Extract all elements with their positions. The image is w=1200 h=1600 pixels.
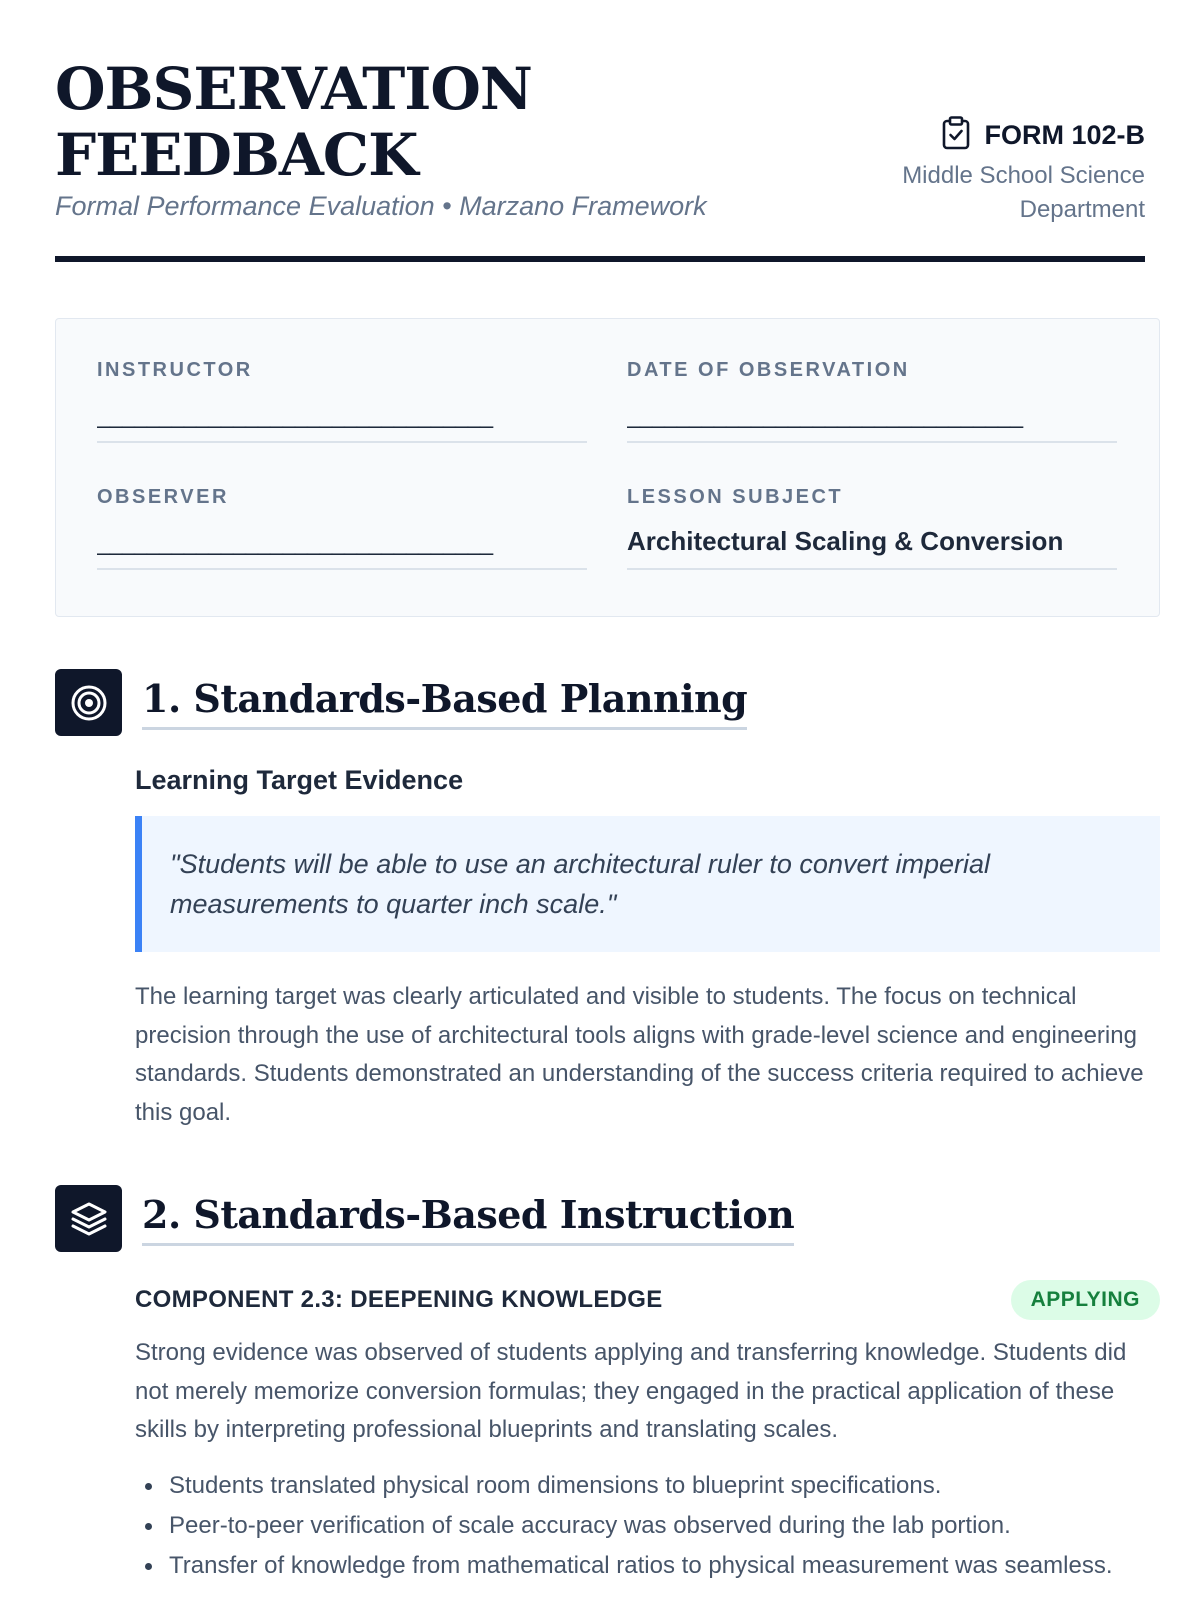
form-header — [55, 0, 1145, 265]
section-1-title: 1. Standards-Based Planning — [142, 676, 747, 730]
title-line-2: FEEDBACK — [55, 121, 418, 189]
subject-value: Architectural Scaling & Conversion — [627, 526, 1117, 570]
date-field[interactable] — [627, 359, 1117, 429]
department-line-1: Middle School Science — [902, 162, 1145, 189]
instructor-value[interactable]: ________________________________ — [97, 399, 587, 443]
section-2-content — [135, 1280, 1160, 1586]
list-item: Transfer of knowledge from mathematical ratios to physical measurement was seamless. — [135, 1546, 1160, 1586]
form-id-row — [902, 115, 1145, 155]
header-rule — [55, 256, 1145, 262]
layers-icon — [55, 1185, 122, 1252]
learning-target-quote: "Students will be able to use an architectural ruler to convert imperial measurements to quarter inch scale." — [135, 816, 1160, 952]
lesson-info-box — [55, 318, 1160, 617]
list-item: Peer-to-peer verification of scale accuracy was observed during the lab portion. — [135, 1506, 1160, 1546]
section-1-header — [55, 669, 747, 736]
observer-label: OBSERVER — [97, 486, 229, 508]
section-1-body: The learning target was clearly articulated and visible to students. The focus on technical precision through the use of architectural tools aligns with grade-level science and engineering standards. Students demonstrated an understanding of the success criteria required to achieve this goal. — [135, 983, 1144, 1126]
date-value[interactable]: ________________________________ — [627, 399, 1117, 443]
evidence-list — [135, 1466, 1160, 1586]
form-subtitle: Formal Performance Evaluation • Marzano Framework — [55, 191, 707, 221]
section-2-header — [55, 1185, 794, 1252]
subject-label: LESSON SUBJECT — [627, 486, 844, 508]
date-label: DATE OF OBSERVATION — [627, 359, 910, 381]
list-item: Students translated physical room dimensions to blueprint specifications. — [135, 1466, 1160, 1506]
section-1-content — [135, 765, 1160, 1132]
section-2-body: Strong evidence was observed of students applying and transferring knowledge. Students did not merely memorize conversion formulas; they engaged in the practical application of these skills by interpreting professional blueprints and translating scales. — [135, 1339, 1127, 1443]
status-badge: APPLYING — [1011, 1280, 1160, 1320]
clipboard-check-icon — [942, 116, 970, 155]
observer-value[interactable]: ________________________________ — [97, 526, 587, 570]
observer-field[interactable] — [97, 486, 587, 556]
department — [902, 159, 1145, 227]
title-line-1: OBSERVATION — [55, 55, 532, 123]
instructor-field[interactable] — [97, 359, 587, 429]
form-id: FORM 102-B — [984, 119, 1145, 150]
learning-target-heading: Learning Target Evidence — [135, 765, 464, 795]
component-row — [135, 1280, 1160, 1320]
form-title — [55, 56, 532, 188]
component-title: COMPONENT 2.3: DEEPENING KNOWLEDGE — [135, 1286, 663, 1313]
target-icon — [55, 669, 122, 736]
section-2-title: 2. Standards-Based Instruction — [142, 1192, 794, 1246]
subject-field — [627, 486, 1117, 556]
department-line-2: Department — [1019, 196, 1145, 223]
instructor-label: INSTRUCTOR — [97, 359, 253, 381]
form-info — [902, 115, 1145, 227]
